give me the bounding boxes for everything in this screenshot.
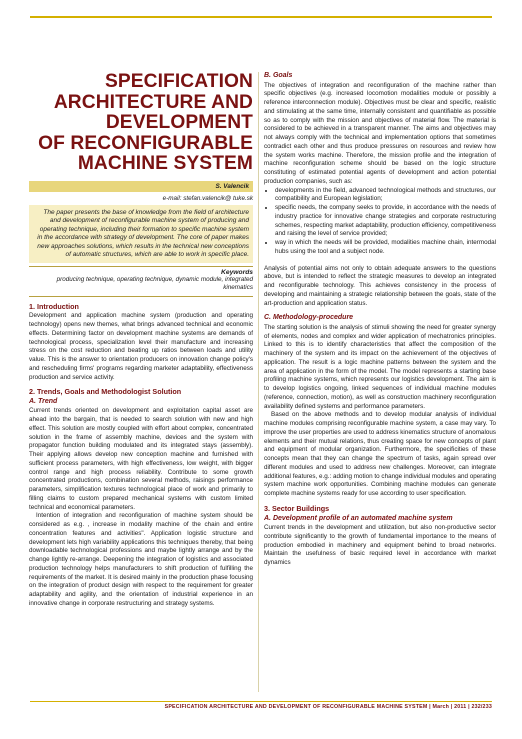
subsection-heading: A. Development profile of an automated machine system — [264, 514, 453, 522]
title-line: DEVELOPMENT — [105, 112, 253, 133]
title-line: ARCHITECTURE AND — [53, 91, 253, 113]
author-bar — [29, 181, 253, 192]
list-item: • way in which the needs will be provided, modalities machine chain, intermodal hubs using the tool and a subject node. — [275, 239, 496, 257]
abstract-text: The paper presents the base of knowledge from the field of architecture and development of reconfigurable machine system of producing and operating technique, including their formation to specific machine system in the accordance with strategy of development. The core of paper makes new approaches solutions, which results in the technical new conceptions of automatic structures, which are able to work in specific place. — [37, 208, 249, 259]
subsection-heading: A. Trend — [29, 397, 58, 405]
title-line: OF RECONFIGURABLE — [38, 132, 253, 154]
page-footer — [30, 701, 492, 714]
author-name: S. Valencik — [215, 182, 249, 190]
subsection-heading: B. Goals — [264, 72, 293, 79]
title-line: SPECIFICATION — [104, 71, 253, 92]
paragraph: The objectives of integration and reconfiguration of the machine rather than specific objectives (e.g. increased locomotion modalities module or possibly a reference interconnection module). Objectives must be clear and specific, realistic and stimulating at the same time, internally consistent and quantifiable as possible so as to comply with the mission and objectives of material flow. The material is considered to be achieved in a transparent manner. The aims and objectives may not always comply with the technical and implementation options that sometimes contradict each other and thus produce pressures on resources and review how the system works machine. Therefore, the mission profile and the integration of machine reconfiguration scheme should be based on the logic structure constituting of estimated potential agents of development and action potential production companies, such as: — [264, 81, 496, 185]
author-email: e-mail: stefan.valencik@ tuke.sk — [162, 194, 253, 202]
column-divider — [258, 72, 259, 692]
right-column — [264, 72, 496, 568]
subsection-heading: C. Methodology-procedure — [264, 314, 354, 322]
bullet-list — [264, 187, 496, 257]
footer-text: SPECIFICATION ARCHITECTURE AND DEVELOPMENT OF RECONFIGURABLE MACHINE SYSTEM | March | 2011 | 232/233 — [164, 704, 492, 710]
paragraph: Current trends in the development and utilization, but also non-productive sector contribute significantly to the growth of fundamental importance to the means of production embodied in machinery and equipment behind to broad networks. Maintain the usefulness of basic required level in accordance with market dynamics — [264, 524, 496, 567]
top-rule — [30, 16, 492, 18]
paragraph: Intention of integration and reconfiguration of machine system should be considered as e.g. , increase in modality machine of the chain and entire concentration features and activities". Application logistic structure and development lets high variability applications this techniques thereby, that being downloadable technological professions and maybe lightly arrange and by the change lightly re-arrange. Deepening the integration of logistics and associated production technology helps manufacturers to shift production of fulfilling the requirements of the market. It is desired mainly in the production phase focusing on the integration of product design with respect to the requirement for greater adaptability and agility, and the orientation of industrial experience in an innovative change in corporate restructuring and strategy systems. — [29, 512, 253, 607]
title-line: MACHINE SYSTEM — [77, 153, 253, 174]
paragraph: Current trends oriented on development and exploitation capital asset are ahead into the bargain, that is needed to search solution with new and high effect. This solution are mostly coupled with effort about complex, concentrated solution in the frame of assembly machine, devices and the system with propagator function building modulated and its integrated stays (assembly). Their applying allows develop new conception machine and furnished with sufficient process parameters, with high effectiveness, low weight, with bigger control range and high process reliability. Contribute to some growth concentrated productions, combination several methods, raisings performance parameters, simplification textures technological place of work and primarily to filling claims to custom prepared mechanical systems with custom limited technical and economical parameters. — [29, 407, 253, 511]
section-heading: 1. Introduction — [29, 301, 79, 311]
keywords-text: producing technique, operating technique, dynamic module, integrated kinematics — [56, 276, 253, 292]
keywords-end-divider — [29, 296, 253, 297]
paragraph: Based on the above methods and to develop modular analysis of individual machine modules comprising reconfigurable machine system, a case may vary. To improve the user properties are used to address kinematics structure of anomalous elements and their mutual relations, thus creating space for new concepts of plant and equipment of modular organization. Furthermore, the specificities of these concepts mean that they can change the spectrum of tasks, again spread over different modules and used to address new challenges. Moreover, can integrate additional features, e.g.: adding motion to change individual modules and operating system machine work opportunities. Combining machine modules can generate complete machine systems ready for use according to user specification. — [264, 411, 496, 498]
list-item: • developments in the field, advanced technological methods and structures, our compatibility and European legislation; — [275, 187, 496, 205]
left-column — [29, 72, 253, 609]
abstract-box — [29, 205, 253, 264]
article-title — [29, 72, 253, 175]
section-heading: 2. Trends, Goals and Methodologist Solution — [29, 387, 182, 397]
spacer — [264, 257, 496, 265]
keywords-heading: Keywords — [221, 269, 253, 277]
section-heading: 3. Sector Buildings — [264, 503, 330, 513]
paragraph: The starting solution is the analysis of stimuli showing the need for greater synergy of elements, nodes and complex and wider application of mechatronics principles. Linked to this is to identify characteristics that affect the composition of the machinery of the system and its impact on the achievement of the objectives of application. The result is a logic machine patterns between the system and the area of application in the form of the model. The model represents a starting base profiling machine systems, which represents our logistics development. The aim is to develop logistics ongoing, linked sequences of individual machine modules (reference, connection, motion), as well as construction machinery reconfiguration availability defined systems and performance parameters. — [264, 323, 496, 410]
paragraph: Analysis of potential aims not only to obtain adequate answers to the questions above, but is intended to reflect the strategic measures to develop an integrated and reconfigurable technology. This achieves consistency in the process of developing and maintaining a strategic relationship between the goals, state of the art-production and application status. — [264, 264, 496, 307]
list-item: • specific needs, the company seeks to provide, in accordance with the needs of industry practice for innovative change strategies and corporate restructuring schemes, respecting market adaptability, production efficiency, competitiveness and raising the level of service provided; — [275, 204, 496, 239]
keywords-divider — [29, 266, 253, 267]
paragraph: Development and application machine system (production and operating technology) opens new themes, what brings advanced technical and economic effects. Determining factor on development machine systems are demands of technological process, specialization level their manufacture and increasing stress on the cost reduction and beating up ratios between loads and utility value. This is the answer to orientation producers on innovation change policy's and rescheduling firms' programs regarding marketer adaptability, effectiveness production and service activity. — [29, 312, 253, 381]
